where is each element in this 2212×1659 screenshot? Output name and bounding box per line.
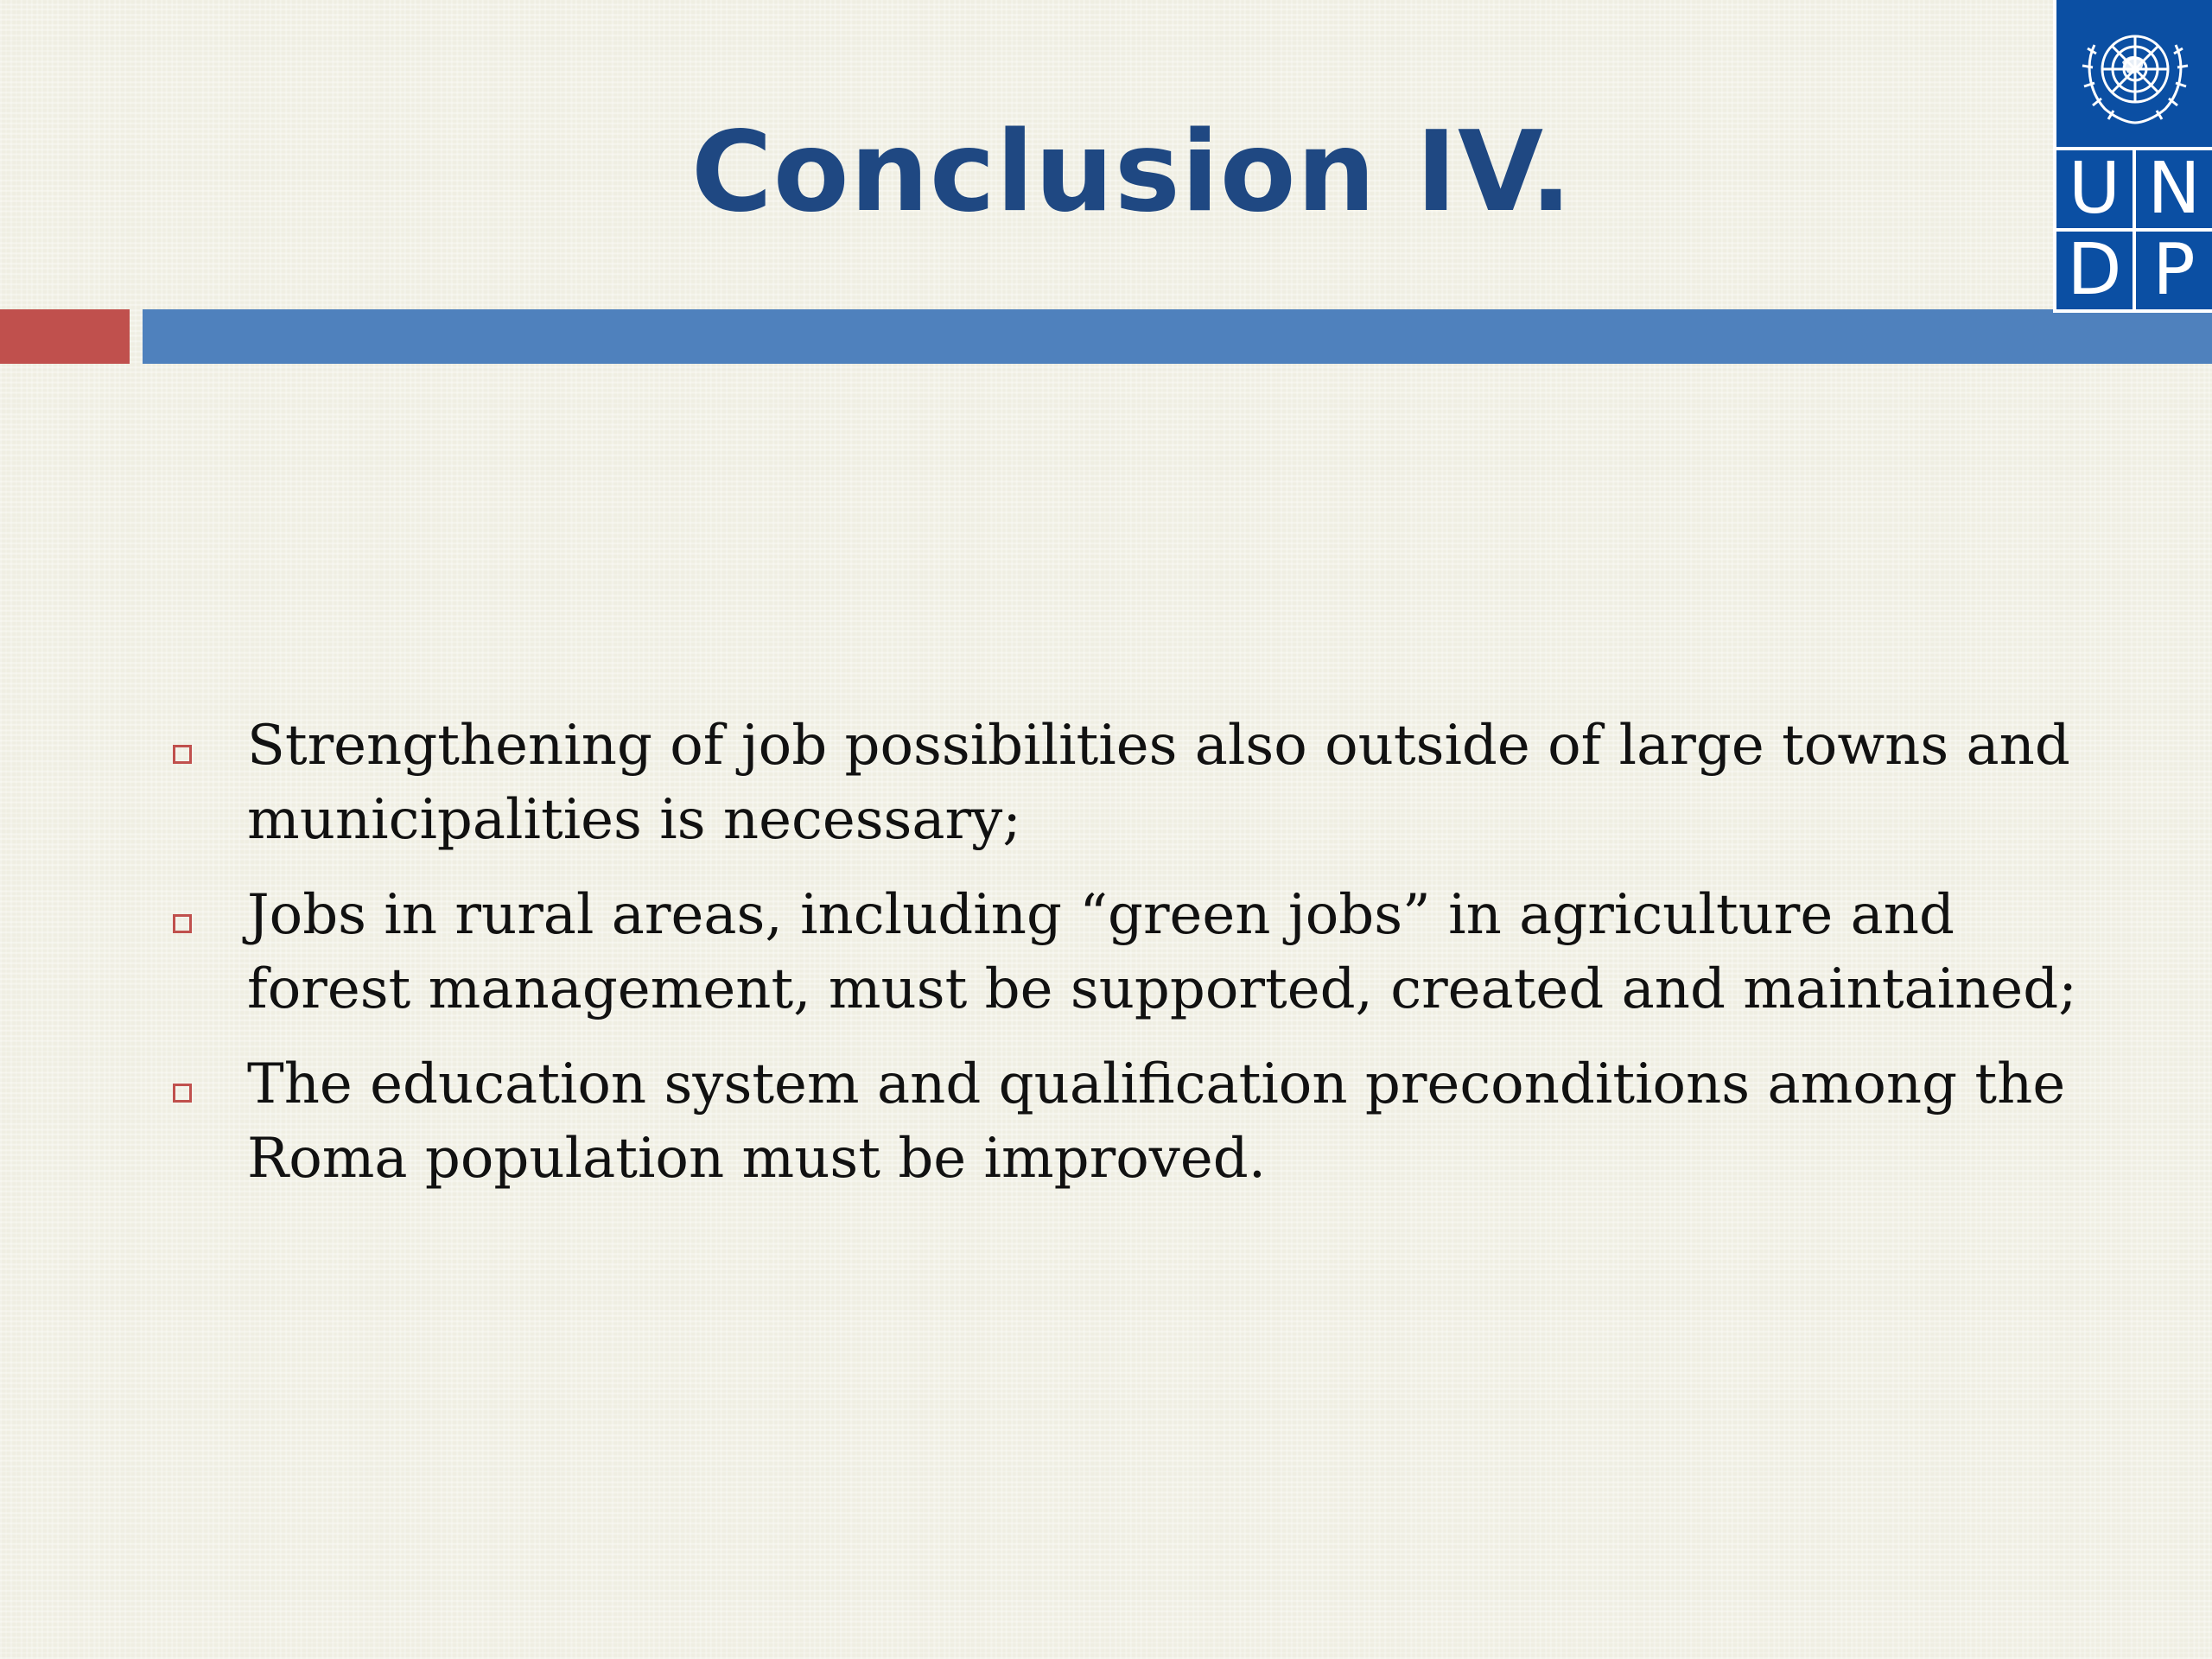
bullet-item: [169, 878, 2105, 1027]
bullet-text: Strengthening of job possibilities also outside of large towns and municipalities is necessary;: [247, 714, 2070, 852]
slide-title: Conclusion IV.: [690, 108, 1573, 237]
bullet-list: [169, 709, 2105, 1217]
bullet-text: The education system and qualification preconditions among the Roma population must be improved.: [247, 1052, 2066, 1191]
undp-logo: [2053, 0, 2212, 313]
undp-letter-grid: [2056, 147, 2212, 309]
title-accent-bar-blue: [143, 309, 2212, 364]
title-accent-bar-red: [0, 309, 130, 364]
bullet-text: Jobs in rural areas, including “green jobs” in agriculture and forest management, must be supported, created and maintained;: [247, 883, 2077, 1021]
logo-letter-n: N: [2136, 150, 2212, 228]
logo-letter-d: D: [2056, 232, 2133, 309]
hollow-square-bullet-icon: [173, 1084, 192, 1103]
hollow-square-bullet-icon: [173, 745, 192, 764]
logo-letter-p: P: [2136, 232, 2212, 309]
hollow-square-bullet-icon: [173, 914, 192, 933]
bullet-item: [169, 1047, 2105, 1196]
un-emblem-icon: [2070, 19, 2200, 131]
logo-letter-u: U: [2056, 150, 2133, 228]
bullet-item: [169, 709, 2105, 857]
